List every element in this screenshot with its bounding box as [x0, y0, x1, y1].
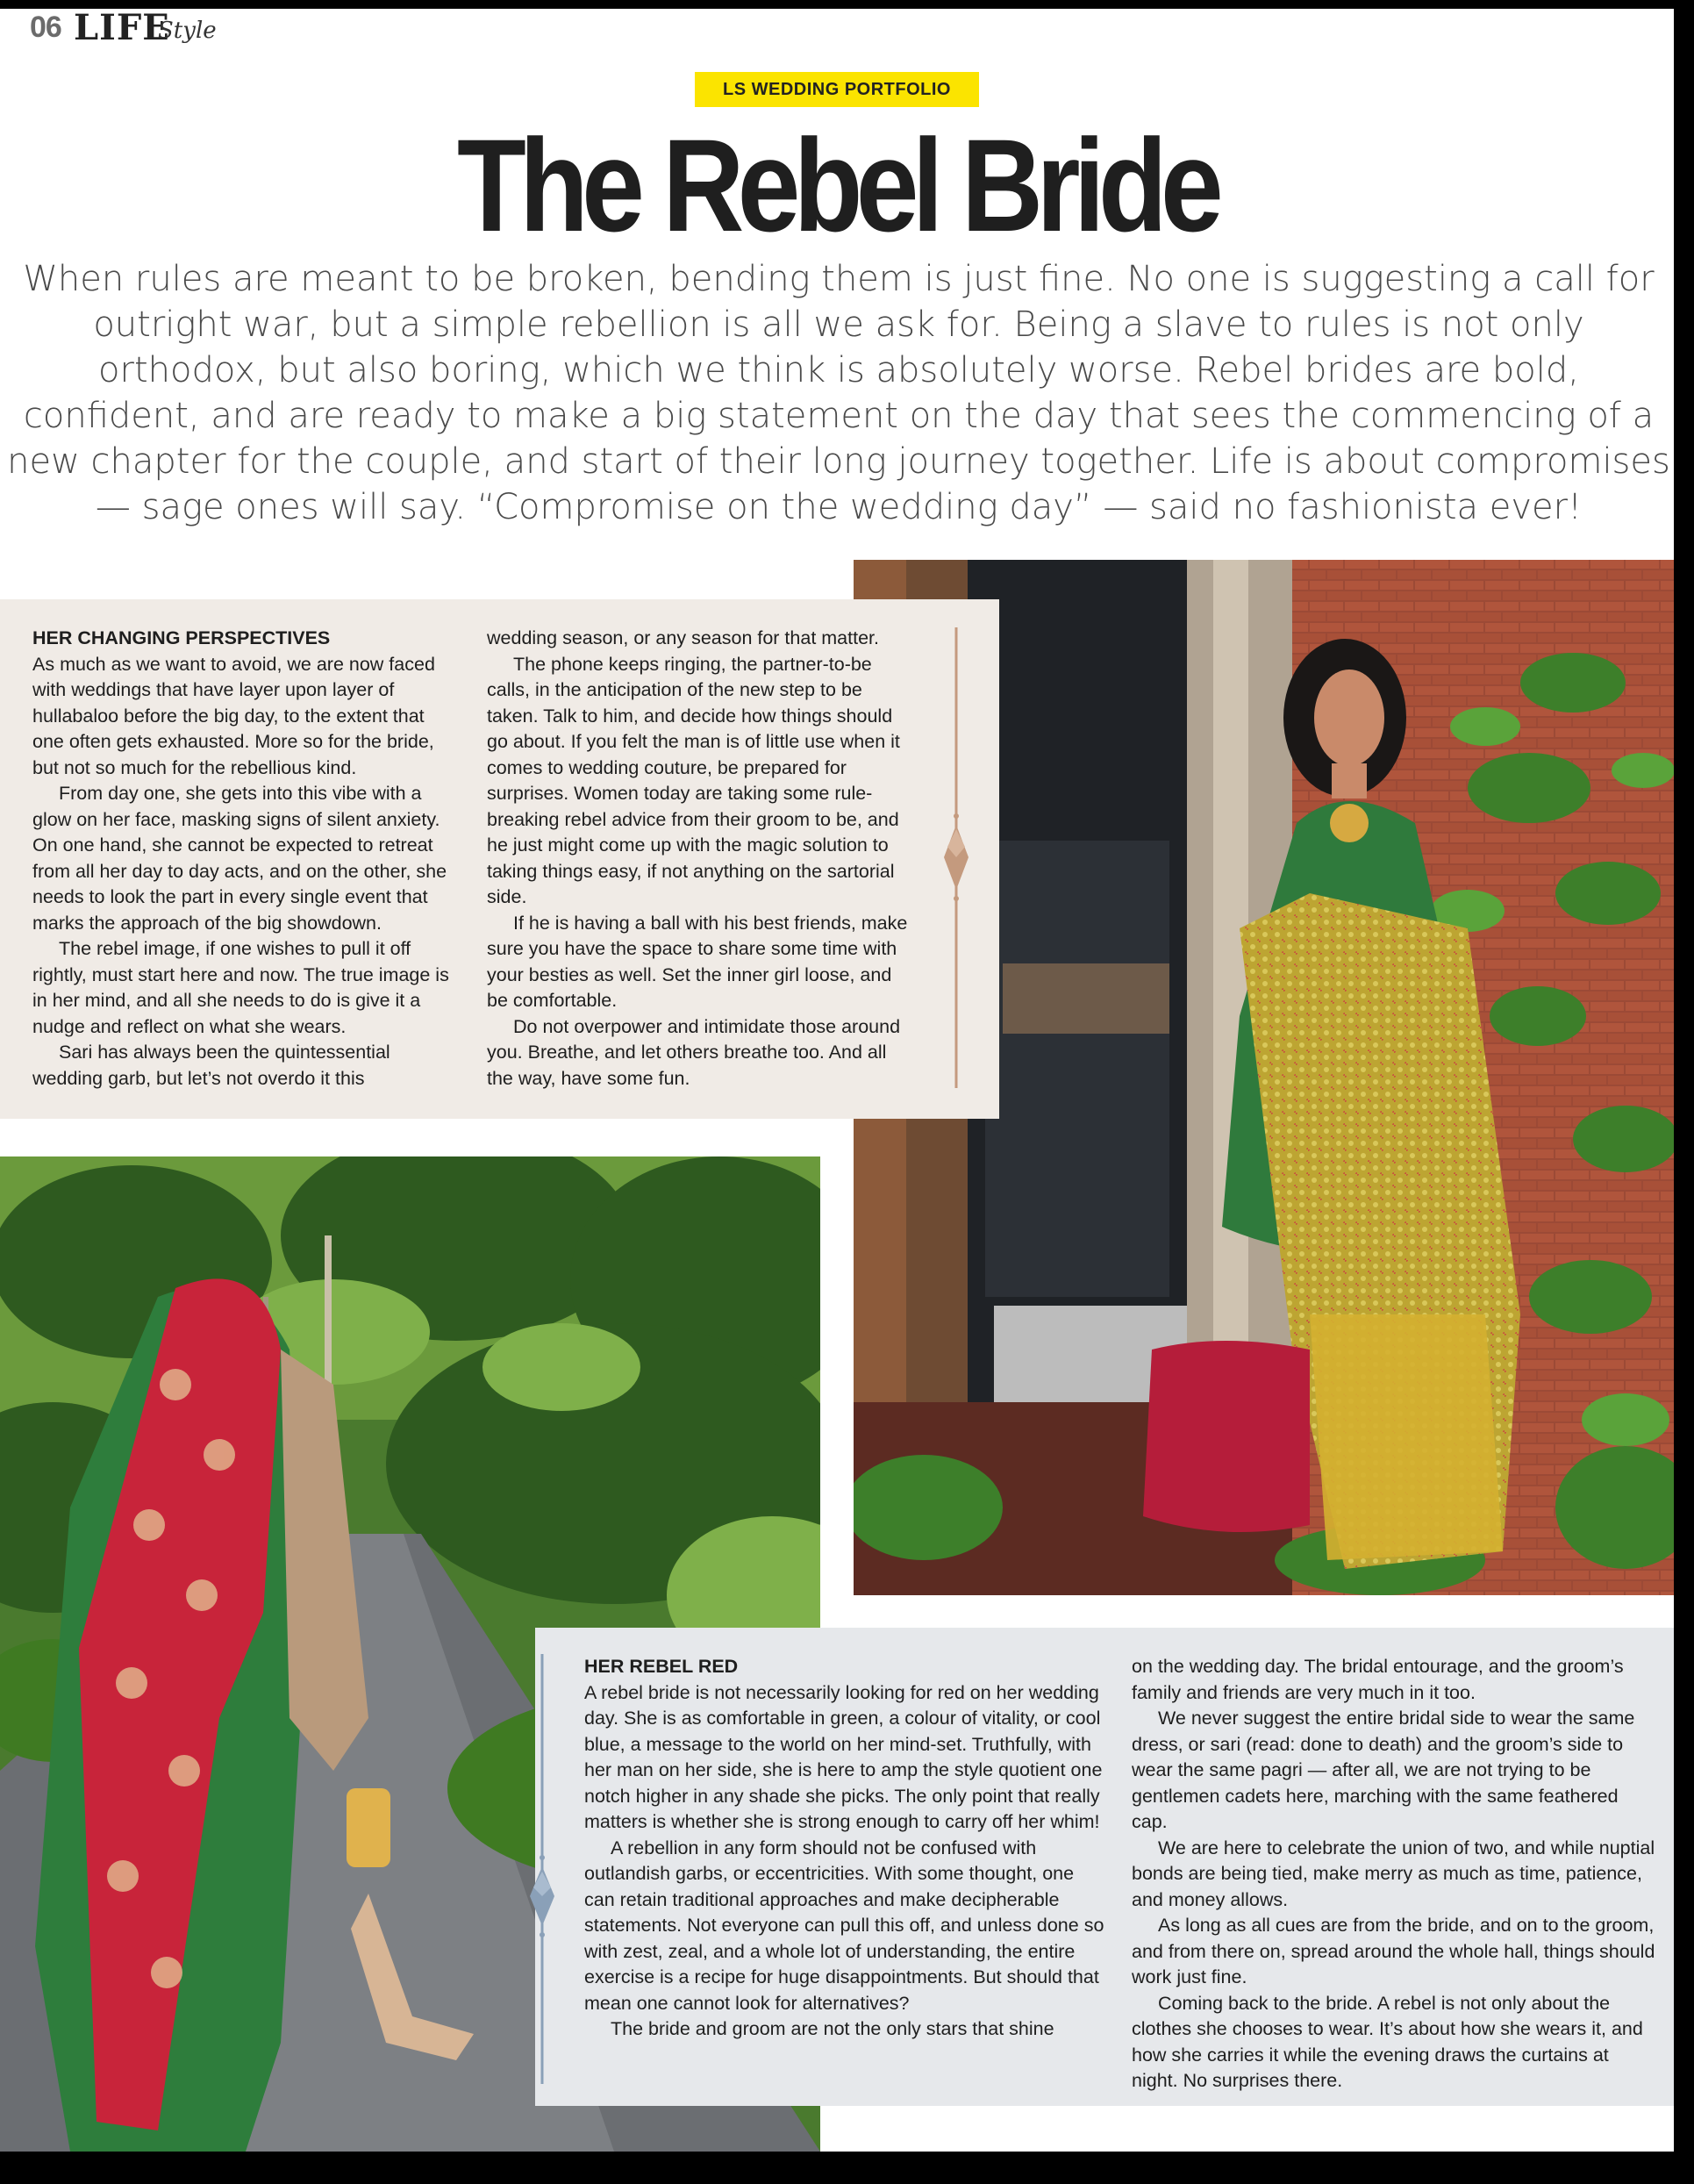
magazine-logo: LIFE: [74, 7, 170, 48]
paragraph: A rebellion in any form should not be confused with outlandish garbs, or eccentricities. With some thought, one can retain traditional approaches and make decipherable statements. Not everyone can pull this off, and unless done so with zest, zeal, and a whole lot of understanding, the entire exercise is a recipe for huge disappointments. But should that mean one cannot look for alternatives?: [584, 1837, 1104, 2014]
top-border: [0, 0, 1694, 9]
ornamental-divider-2: [525, 1654, 560, 2084]
section-heading-perspectives: HER CHANGING PERSPECTIVES: [32, 627, 331, 648]
ornamental-divider-1: [939, 627, 974, 1088]
paragraph: The bride and groom are not the only stars that shine: [611, 2018, 1054, 2039]
perspectives-column-1: [32, 626, 454, 1092]
bottom-border: [0, 2152, 1694, 2184]
paragraph: wedding season, or any season for that matter.: [487, 627, 879, 648]
paragraph: Coming back to the bride. A rebel is not only about the clothes she chooses to wear. It’s about how she wears it, and how she carries it while the evening draws the curtains at night. No surprises there.: [1132, 1992, 1643, 2091]
section-heading-rebel-red: HER REBEL RED: [584, 1656, 739, 1677]
magazine-logo-script: Style: [158, 18, 217, 44]
paragraph: We never suggest the entire bridal side to wear the same dress, or sari (read: done to death) and the groom’s side to wear the same pagri — after all, we are not trying to be gentlemen cadets here, marching with the same feathered cap.: [1132, 1708, 1635, 1832]
rebel-red-column-1: [584, 1654, 1107, 2043]
article-deck: When rules are meant to be broken, bending them is just fine. No one is suggesting a call for outright war, but a simple rebellion is all we ask for. Being a slave to rules is not only orthodox, but also boring, which we think is absolutely worse. Rebel brides are bold, confident, and are ready to make a big statement on the day that sees the commencing of a new chapter for the couple, and start of their long journey together. Life is about compromises — sage ones will say. “Compromise on the wedding day” — said no fashionista ever!: [7, 259, 1670, 527]
paragraph: on the wedding day. The bridal entourage, and the groom’s family and friends are very much in it too.: [1132, 1656, 1624, 1703]
right-border: [1674, 0, 1694, 2184]
paragraph: As much as we want to avoid, we are now faced with weddings that have layer upon layer of hullabaloo before the big day, to the extent that one often gets exhausted. More so for the bride, but not so much for the rebellious kind.: [32, 653, 435, 778]
article-headline: The Rebel Bride: [457, 111, 1217, 259]
paragraph: If he is having a ball with his best friends, make sure you have the space to share some time with your besties as well. Set the inner girl loose, and be comfortable.: [487, 912, 908, 1011]
paragraph: A rebel bride is not necessarily looking for red on her wedding day. She is as comfortable in green, a colour of vitality, or cool blue, a message to the world on her mind-set. Truthfully, with her man on her side, she is here to amp the style quotient one notch higher in any shade she picks. The only point that really matters is whether she is strong enough to carry off her whim!: [584, 1681, 1103, 1832]
paragraph: As long as all cues are from the bride, and on to the groom, and from there on, spread around the whole hall, things should work just fine.: [1132, 1915, 1655, 1987]
paragraph: Sari has always been the quintessential wedding garb, but let’s not overdo it this: [32, 1042, 390, 1089]
page-number: 06: [30, 11, 61, 44]
perspectives-column-2: [487, 626, 917, 1092]
paragraph: We are here to celebrate the union of two, and while nuptial bonds are being tied, make merry as much as time, patience, and money allows.: [1132, 1837, 1655, 1910]
paragraph: Do not overpower and intimidate those around you. Breathe, and let others breathe too. And all the way, have some fun.: [487, 1015, 901, 1089]
rebel-red-column-2: [1132, 1654, 1658, 2094]
paragraph: The phone keeps ringing, the partner-to-be calls, in the anticipation of the new step to be taken. Talk to him, and decide how things should go about. If you felt the man is of little use when it comes to wedding couture, be prepared for surprises. Women today are taking some rule-breaking rebel advice from their groom to be, and he just might come up with the magic solution to taking things easy, if not anything on the sartorial side.: [487, 653, 900, 907]
section-kicker: LS WEDDING PORTFOLIO: [695, 72, 979, 107]
paragraph: The rebel image, if one wishes to pull it off rightly, must start here and now. The true image is in her mind, and all she needs to do is give it a nudge and reflect on what she wears.: [32, 938, 449, 1037]
paragraph: From day one, she gets into this vibe with a glow on her face, masking signs of silent anxiety. On one hand, she cannot be expected to retreat from all her day to day acts, and on the other, she needs to look the part in every single event that marks the approach of the big showdown.: [32, 783, 447, 934]
